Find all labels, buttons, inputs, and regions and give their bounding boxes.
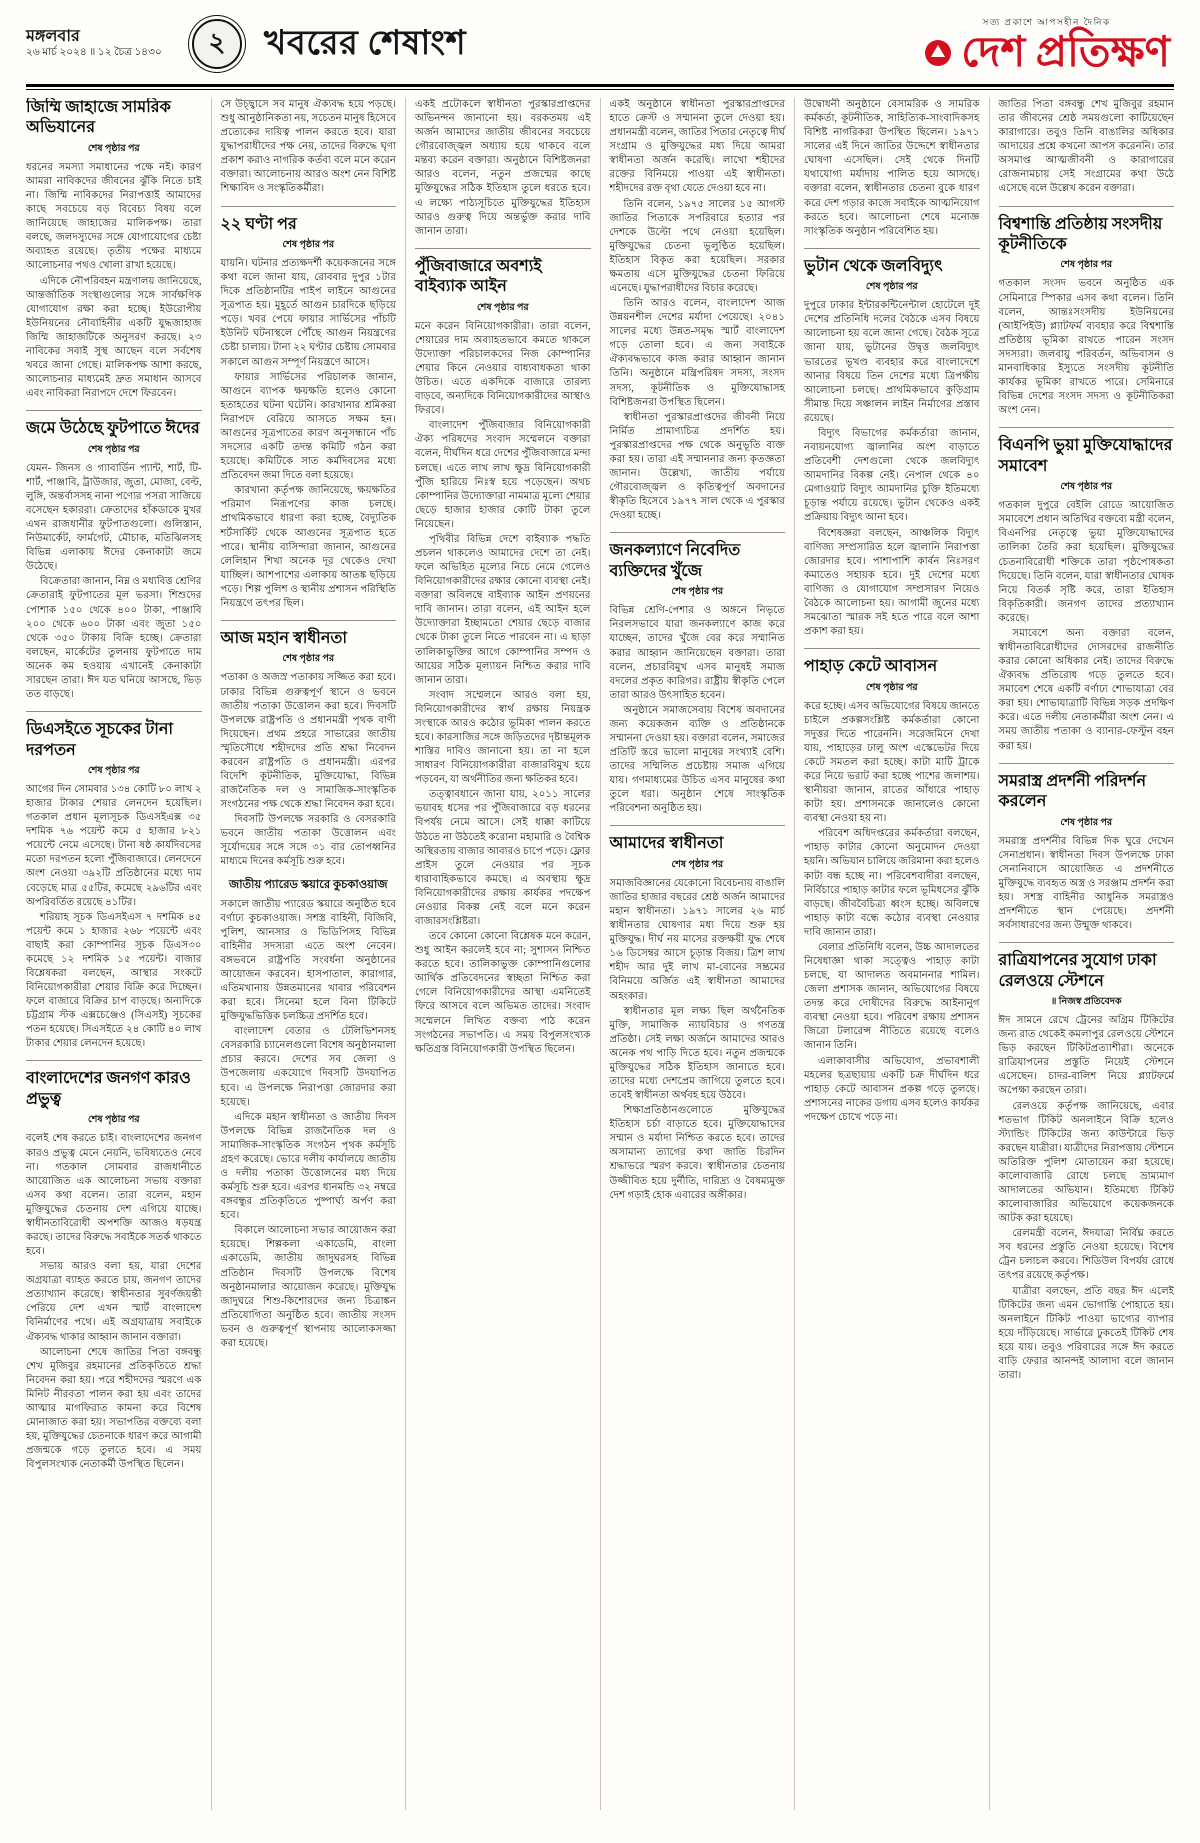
article [221,98,397,197]
article [804,648,980,1125]
article [221,206,397,611]
body-paragraph: বিক্রেতারা জানান, নিম্ন ও মধ্যবিত্ত শ্রেণির ক্রেতারাই ফুটপাতের মূল ভরসা। শিশুদের পোশাক ১৫০ থেকে ৪০০ টাকা, পাঞ্জাবি ২০০ থেকে ৬০০ টাকা এবং জুতা ১৫০ থেকে ৩৫০ টাকায় বিক্রি হচ্ছে। ক্রেতারা বলছেন, মার্কেটের তুলনায় ফুটপাতে দাম অনেক কম হওয়ায় এখানেই কেনাকাটা সারছেন তারা। ঈদ যত ঘনিয়ে আসছে, ভিড় তত বাড়ছে। [26,576,202,700]
body-paragraph: একই অনুষ্ঠানে স্বাধীনতা পুরস্কারপ্রাপ্তদের হাতে ক্রেস্ট ও সম্মাননা তুলে দেওয়া হয়। প্রধানমন্ত্রী বলেন, জাতির পিতার নেতৃত্বে দীর্ঘ সংগ্রাম ও মুক্তিযুদ্ধের মধ্য দিয়ে আমরা স্বাধীনতা অর্জন করেছি। লাখো শহীদের রক্তের বিনিময়ে পাওয়া এই স্বাধীনতা। শহীদদের রক্ত বৃথা যেতে দেওয়া হবে না। [609,99,785,195]
body-paragraph: উদ্বোধনী অনুষ্ঠানে বেসামরিক ও সামরিক কর্মকর্তা, কূটনীতিক, সাহিত্যিক-সাংবাদিকসহ বিশিষ্ট নাগরিকরা উপস্থিত ছিলেন। ১৯৭১ সালের এই দিনে জাতির উদ্দেশে স্বাধীনতার ঘোষণা এসেছিল। সেই থেকে দিনটি যথাযোগ্য মর্যাদায় পালিত হয়ে আসছে। বক্তারা বলেন, স্বাধীনতার চেতনা বুকে ধারণ করে দেশ গড়ার কাজে সবাইকে আত্মনিয়োগ করতে হবে। আলোচনা শেষে মনোজ্ঞ সাংস্কৃতিক অনুষ্ঠান পরিবেশিত হয়। [804,99,980,237]
body-paragraph: শিক্ষাপ্রতিষ্ঠানগুলোতে মুক্তিযুদ্ধের ইতিহাস চর্চা বাড়াতে হবে। মুক্তিযোদ্ধাদের সম্মান ও মর্যাদা নিশ্চিত করতে হবে। তাদের অসামান্য ত্যাগের কথা জাতি চিরদিন শ্রদ্ধাভরে স্মরণ করবে। স্বাধীনতার চেতনায় উজ্জীবিত হয়ে দুর্নীতি, দারিদ্র্য ও বৈষম্যমুক্ত দেশ গড়াই হোক এবারের অঙ্গীকার। [609,1105,785,1201]
body-paragraph: বলেই শেষ করতে চাই। বাংলাদেশের জনগণ কারও প্রভুত্ব মেনে নেয়নি, ভবিষ্যতেও নেবে না। গতকাল সোমবার রাজধানীতে আয়োজিত এক আলোচনা সভায় বক্তারা এসব কথা বলেন। তারা বলেন, মহান মুক্তিযুদ্ধের চেতনায় দেশ এগিয়ে যাচ্ছে। স্বাধীনতাবিরোধী অপশক্তি আজও ষড়যন্ত্র করছে। তাদের বিরুদ্ধে সবাইকে সতর্ক থাকতে হবে। [26,1133,202,1258]
date-line: ২৬ মার্চ ২০২৪ ॥ ১২ চৈত্র ১৪৩০ [26,46,162,58]
article [610,532,786,816]
article-headline: ২২ ঘণ্টা পর [220,215,297,233]
article [26,98,202,401]
body-paragraph: মনে করেন বিনিয়োগকারীরা। তারা বলেন, শেয়ারের দাম অব্যাহতভাবে কমতে থাকলে উদ্যোক্তা পরিচালকদের নিজ কোম্পানির শেয়ার কিনে নেওয়ার বাধ্যবাধকতা থাকা উচিত। এতে একদিকে বাজারে তারল্য বাড়বে, অন্যদিকে বিনিয়োগকারীদের আস্থাও ফিরবে। [415,320,591,417]
page-number-badge [192,19,242,69]
article [415,98,591,239]
article-columns [26,98,1174,1810]
body-paragraph: এলাকাবাসীর অভিযোগ, প্রভাবশালী মহলের ছত্রছায়ায় একটি চক্র দীর্ঘদিন ধরে পাহাড় কেটে আবাসন প্রকল্প গড়ে তুলছে। প্রশাসনের নাকের ডগায় এসব হলেও কার্যকর পদক্ষেপ চোখে পড়ে না। [804,1055,980,1123]
body-paragraph: বেলার প্রতিনিধি বলেন, উচ্চ আদালতের নিষেধাজ্ঞা থাকা সত্ত্বেও পাহাড় কাটা চলছে, যা আদালত অবমাননার শামিল। জেলা প্রশাসক জানান, অভিযোগের বিষয়ে তদন্ত করে দোষীদের বিরুদ্ধে আইনানুগ ব্যবস্থা নেওয়া হবে। পরিবেশ রক্ষায় প্রশাসন জিরো টলারেন্স নীতিতে রয়েছে বলেও জানান তিনি। [804,941,980,1052]
article [221,620,397,1351]
article-headline: জনকল্যাণে নিবেদিত ব্যক্তিদের খুঁজে [609,542,741,580]
column-3 [405,98,600,1810]
page-number: ২ [208,28,226,57]
article [999,763,1175,933]
continued-from-label: শেষ পৃষ্ঠার পর [282,240,335,251]
article [999,942,1175,1383]
article-headline: জমে উঠেছে ফুটপাতে ঈদের [26,420,200,438]
body-paragraph: অনুষ্ঠানে সমাজসেবায় বিশেষ অবদানের জন্য কয়েকজন ব্যক্তি ও প্রতিষ্ঠানকে সম্মাননা দেওয়া হয়। বক্তারা বলেন, সমাজের প্রতিটি স্তরে ভালো মানুষের সংখ্যাই বেশি। তাদের সম্মিলিত প্রচেষ্টায় সমাজ এগিয়ে যায়। গণমাধ্যমের উচিত এসব মানুষের কথা তুলে ধরা। অনুষ্ঠান শেষে সাংস্কৃতিক পরিবেশনা অনুষ্ঠিত হয়। [609,704,785,815]
article [610,825,786,1202]
article-headline: রাত্রিযাপনের সুযোগ ঢাকা রেলওয়ে স্টেশনে [998,952,1157,990]
continued-from-label: শেষ পৃষ্ঠার পর [87,766,140,776]
header-rule [26,84,1174,90]
continued-from-label: শেষ পৃষ্ঠার পর [671,587,724,598]
article [26,711,202,1051]
body-paragraph: যায়নি। ঘটনার প্রত্যক্ষদর্শী কয়েকজনের সঙ্গে কথা বলে জানা যায়, রোববার দুপুর ১টার দিকে প্রতিষ্ঠানটির পাইপ লাইনে আগুনের সূত্রপাত হয়। মুহূর্তে আগুন চারদিকে ছড়িয়ে পড়ে। খবর পেয়ে ফায়ার সার্ভিসের পাঁচটি ইউনিট ঘটনাস্থলে পৌঁছে আগুন নিয়ন্ত্রণের চেষ্টা চালায়। টানা ২২ ঘণ্টার চেষ্টায় সোমবার সকালে আগুন সম্পূর্ণ নিয়ন্ত্রণে আসে। [220,258,396,368]
body-paragraph: সমাজবিজ্ঞানের যেকোনো বিবেচনায় বাঙালি জাতির হাজার বছরের শ্রেষ্ঠ অর্জন আমাদের মহান স্বাধীনতা। ১৯৭১ সালের ২৬ মার্চ স্বাধীনতার ঘোষণার মধ্য দিয়ে শুরু হয় মুক্তিযুদ্ধ। দীর্ঘ নয় মাসের রক্তক্ষয়ী যুদ্ধ শেষে ১৬ ডিসেম্বর আসে চূড়ান্ত বিজয়। ত্রিশ লাখ শহীদ আর দুই লাখ মা-বোনের সম্ভ্রমের বিনিময়ে অর্জিত এই স্বাধীনতা আমাদের অহংকার। [609,877,785,1002]
continued-from-label: শেষ পৃষ্ঠার পর [1060,817,1113,828]
date-block [26,28,176,59]
body-paragraph: তবে কোনো কোনো বিশ্লেষক মনে করেন, শুধু আইন করলেই হবে না; সুশাসন নিশ্চিত করতে হবে। তালিকাভুক্ত কোম্পানিগুলোর আর্থিক প্রতিবেদনের স্বচ্ছতা নিশ্চিত করা গেলে বিনিয়োগকারীদের আস্থা এমনিতেই ফিরে আসবে বলে অভিমত তাদের। সংবাদ সম্মেলনে লিখিত বক্তব্য পাঠ করেন সংগঠনের সভাপতি। এ সময় বিপুলসংখ্যক ক্ষতিগ্রস্ত বিনিয়োগকারী উপস্থিত ছিলেন। [415,931,591,1055]
continued-from-label: শেষ পৃষ্ঠার পর [87,444,140,455]
article [26,1060,202,1472]
article [26,410,202,702]
article-headline: ডিএসইতে সূচকের টানা দরপতন [26,721,174,759]
byline: ॥ নিজস্ব প্রতিবেদক [1051,997,1122,1008]
article-headline: বাংলাদেশের জনগণ কারও প্রভুত্ব [26,1070,191,1108]
body-paragraph: পতাকা ও অজস্র পতাকায় সজ্জিত করা হবে। ঢাকার বিভিন্ন গুরুত্বপূর্ণ স্থানে ও ভবনে জাতীয় পতাকা উত্তোলন করা হবে। দিবসটি উপলক্ষে রাষ্ট্রপতি ও প্রধানমন্ত্রী পৃথক বাণী দিয়েছেন। প্রথম প্রহরে সাভারের জাতীয় স্মৃতিসৌধে শহীদদের প্রতি শ্রদ্ধা নিবেদন করবেন রাষ্ট্রপতি ও প্রধানমন্ত্রী। এরপর বিদেশি কূটনীতিক, মুক্তিযোদ্ধা, বিভিন্ন রাজনৈতিক দল ও সামাজিক-সাংস্কৃতিক সংগঠনের পক্ষ থেকে শ্রদ্ধা নিবেদন করা হবে। [220,672,396,811]
body-paragraph: করে হচ্ছে। এসব অভিযোগের বিষয়ে জানতে চাইলে প্রকল্পসংশ্লিষ্ট কর্মকর্তারা কোনো সদুত্তর দিতে পারেননি। সরেজমিনে দেখা যায়, পাহাড়ের ঢালু অংশ এস্কেভেটর দিয়ে কেটে সমতল করা হচ্ছে। কাটা মাটি ট্রাকে করে নিয়ে ভরাট করা হচ্ছে পাশের জলাশয়। স্থানীয়রা জানান, রাতের আঁধারে পাহাড় কাটা হয়। প্রশাসনকে জানালেও কোনো ব্যবস্থা নেওয়া হয় না। [804,700,980,825]
body-paragraph: কারখানা কর্তৃপক্ষ জানিয়েছে, ক্ষয়ক্ষতির পরিমাণ নিরূপণের কাজ চলছে। প্রাথমিকভাবে ধারণা করা হচ্ছে, বৈদ্যুতিক শর্টসার্কিট থেকে আগুনের সূত্রপাত হতে পারে। স্থানীয় বাসিন্দারা জানান, আগুনের লেলিহান শিখা অনেক দূর থেকেও দেখা যাচ্ছিল। আশপাশের এলাকায় আতঙ্ক ছড়িয়ে পড়ে। শিল্প পুলিশ ও স্থানীয় প্রশাসন পরিস্থিতি নিয়ন্ত্রণে তৎপর ছিল। [220,485,396,609]
article-headline: আজ মহান স্বাধীনতা [220,629,348,647]
body-paragraph: যেমন- জিনস ও গ্যাবার্ডিন প্যান্ট, শার্ট, টি-শার্ট, পাঞ্জাবি, ট্রাউজার, জুতা, মোজা, বেল্ট, লুঙ্গি, অন্তর্বাসসহ নানা পণ্যের পসরা সাজিয়ে বসেছেন হকাররা। ক্রেতাদের হাঁকডাকে মুখর এখন রাজধানীর ফুটপাতগুলো। গুলিস্তান, নিউমার্কেট, ফার্মগেট, মৌচাক, মতিঝিলসহ বিভিন্ন এলাকায় ঈদের কেনাকাটা জমে উঠেছে। [26,462,202,573]
continued-from-label: শেষ পৃষ্ঠার পর [282,654,335,665]
body-paragraph: বাংলাদেশ পুঁজিবাজার বিনিয়োগকারী ঐক্য পরিষদের সংবাদ সম্মেলনে বক্তারা বলেন, দীর্ঘদিন ধরে দেশের পুঁজিবাজারে মন্দা চলছে। এতে লাখ লাখ ক্ষুদ্র বিনিয়োগকারী পুঁজি হারিয়ে নিঃস্ব হয়ে পড়েছেন। অথচ কোম্পানির উদ্যোক্তারা নামমাত্র মূল্যে শেয়ার ছেড়ে হাজার হাজার কোটি টাকা তুলে নিয়েছেন। [415,420,591,530]
body-paragraph: সমরাস্ত্র প্রদর্শনীর বিভিন্ন দিক ঘুরে দেখেন সেনাপ্রধান। স্বাধীনতা দিবস উপলক্ষে ঢাকা সেনানিবাসে আয়োজিত এ প্রদর্শনীতে মুক্তিযুদ্ধে ব্যবহৃত অস্ত্র ও সরঞ্জাম প্রদর্শন করা হয়। সশস্ত্র বাহিনীর আধুনিক সমরাস্ত্রও প্রদর্শনীতে স্থান পেয়েছে। প্রদর্শনী সর্বসাধারণের জন্য উন্মুক্ত থাকবে। [998,835,1174,932]
page-header [26,8,1174,80]
body-paragraph: যাত্রীরা বলছেন, প্রতি বছর ঈদ এলেই টিকিটের জন্য এমন ভোগান্তি পোহাতে হয়। অনলাইনে টিকিট পাওয়া ভাগ্যের ব্যাপার হয়ে দাঁড়িয়েছে। সার্ভারে ঢুকতেই টিকিট শেষ হয়ে যায়। তবুও পরিবারের সঙ্গে ঈদ করতে বাড়ি ফেরার আনন্দই আলাদা বলে জানান তারা। [998,1285,1174,1381]
article-headline: ভুটান থেকে জলবিদ্যুৎ [804,257,943,275]
continued-from-label: শেষ পৃষ্ঠার পর [87,1115,140,1126]
body-paragraph: পরিবেশ অধিদপ্তরের কর্মকর্তারা বলছেন, পাহাড় কাটার কোনো অনুমোদন দেওয়া হয়নি। অভিযান চালিয়ে জরিমানা করা হলেও কাটা বন্ধ হচ্ছে না। পরিবেশবাদীরা বলছেন, নির্বিচারে পাহাড় কাটার ফলে ভূমিধসের ঝুঁকি বাড়ছে। জীববৈচিত্র্য ধ্বংস হচ্ছে। অবিলম্বে পাহাড় কাটা বন্ধে কঠোর ব্যবস্থা নেওয়ার দাবি জানান তারা। [804,828,980,938]
body-paragraph: সভায় আরও বলা হয়, যারা দেশের অগ্রযাত্রা ব্যাহত করতে চায়, জনগণ তাদের প্রত্যাখ্যান করেছে। স্বাধীনতার সুবর্ণজয়ন্তী পেরিয়ে দেশ এখন স্মার্ট বাংলাদেশ বিনির্মাণের পথে। এই অগ্রযাত্রায় সবাইকে ঐক্যবদ্ধ থাকার আহ্বান জানান বক্তারা। [26,1261,202,1343]
body-paragraph: ফায়ার সার্ভিসের পরিচালক জানান, আগুনে ব্যাপক ক্ষয়ক্ষতি হলেও কোনো হতাহতের ঘটনা ঘটেনি। কারখানার শ্রমিকরা নিরাপদে বেরিয়ে আসতে সক্ষম হন। আগুনের সূত্রপাতের কারণ অনুসন্ধানে পাঁচ সদস্যের একটি তদন্ত কমিটি গঠন করা হয়েছে। কমিটিকে সাত কর্মদিবসের মধ্যে প্রতিবেদন জমা দিতে বলা হয়েছে। [220,371,396,482]
article [804,248,980,639]
body-paragraph: শরিয়াহ সূচক ডিএসইএস ৭ দশমিক ৪৫ পয়েন্ট কমে ১ হাজার ২৬৮ পয়েন্টে এবং বাছাই করা কোম্পানির সূচক ডিএস৩০ কমেছে ১২ দশমিক ১৫ পয়েন্ট। বাজার বিশ্লেষকরা বলছেন, আস্থার সংকটে বিনিয়োগকারীরা শেয়ার বিক্রি করে দিচ্ছেন। ফলে বাজারে বিক্রির চাপ বাড়ছে। অন্যদিকে চট্টগ্রাম স্টক এক্সচেঞ্জেও (সিএসই) সূচকের পতন হয়েছে। সিএসইতে ২৪ কোটি ৪০ লাখ টাকার শেয়ার লেনদেন হয়েছে। [26,911,202,1050]
body-paragraph: তিনি বলেন, ১৯৭৫ সালের ১৫ আগস্ট জাতির পিতাকে সপরিবারে হত্যার পর দেশকে উল্টো পথে নেওয়া হয়েছিল। মুক্তিযুদ্ধের চেতনা ভূলুণ্ঠিত হয়েছিল। ইতিহাস বিকৃত করা হয়েছিল। সরকার ক্ষমতায় এসে মুক্তিযুদ্ধের চেতনা ফিরিয়ে এনেছে। যুদ্ধাপরাধীদের বিচার করেছে। [609,198,785,295]
column-6 [989,98,1175,1810]
article-headline: পুঁজিবাজারে অবশ্যই বাইব্যাক আইন [415,257,542,296]
continued-from-label: শেষ পৃষ্ঠার পর [1060,260,1113,271]
continued-from-label: শেষ পৃষ্ঠার পর [1060,482,1113,493]
article-headline: সমরাস্ত্র প্রদর্শনী পরিদর্শন করলেন [998,772,1147,811]
article-headline: জিম্মি জাহাজে সামরিক অভিযানের [26,99,171,137]
article [999,206,1175,419]
column-5 [794,98,989,1810]
masthead-logo-icon [923,38,953,68]
body-paragraph: সকালে জাতীয় প্যারেড স্কয়ারে অনুষ্ঠিত হবে বর্ণাঢ্য কুচকাওয়াজ। সশস্ত্র বাহিনী, বিজিবি, পুলিশ, আনসার ও ভিডিপিসহ বিভিন্ন বাহিনীর সদস্যরা এতে অংশ নেবেন। বঙ্গভবনে রাষ্ট্রপতি সংবর্ধনা অনুষ্ঠানের আয়োজন করবেন। হাসপাতাল, কারাগার, এতিমখানায় উন্নতমানের খাবার পরিবেশন করা হবে। সিনেমা হলে বিনা টিকিটে মুক্তিযুদ্ধভিত্তিক চলচ্চিত্র প্রদর্শিত হবে। [220,898,396,1023]
body-paragraph: সে উচ্ছ্বাসে সব মানুষ ঐক্যবদ্ধ হয়ে পড়ছে। শুধু আনুষ্ঠানিকতা নয়, সচেতন মানুষ হিসেবে প্রত্যেকের দায়িত্ব পালন করতে হবে। যারা যুদ্ধাপরাধীদের পক্ষ নেয়, তাদের বিরুদ্ধে ঘৃণা প্রকাশ করাও নাগরিক কর্তব্য বলে মনে করেন বক্তারা। আলোচনায় আরও অংশ নেন বিশিষ্ট শিক্ষাবিদ ও সংস্কৃতিকর্মীরা। [220,99,396,195]
body-paragraph: বিভিন্ন শ্রেণি-পেশার ও অঙ্গনে নিভৃতে নিরলসভাবে যারা জনকল্যাণে কাজ করে যাচ্ছেন, তাদের খুঁজে বের করে সম্মানিত করার আহ্বান জানিয়েছেন বক্তারা। তারা বলেন, প্রচারবিমুখ এসব মানুষই সমাজ বদলের প্রকৃত কারিগর। রাষ্ট্রীয় স্বীকৃতি পেলে তারা আরও উৎসাহিত হবেন। [609,605,785,701]
body-paragraph: গতকাল সংসদ ভবনে অনুষ্ঠিত এক সেমিনারে স্পিকার এসব কথা বলেন। তিনি বলেন, আন্তঃসংসদীয় ইউনিয়নের (আইপিইউ) প্ল্যাটফর্ম ব্যবহার করে বিশ্বশান্তি প্রতিষ্ঠায় ভূমিকা রাখতে পারেন সংসদ সদস্যরা। জলবায়ু পরিবর্তন, অভিবাসন ও মানবাধিকার ইস্যুতে সংসদীয় কূটনীতি কার্যকর ভূমিকা রাখতে পারে। সেমিনারে বিভিন্ন দেশের সংসদ সদস্য ও কূটনীতিকরা অংশ নেন। [998,278,1174,417]
body-paragraph: দুপুরে ঢাকার ইন্টারকন্টিনেন্টাল হোটেলে দুই দেশের প্রতিনিধি দলের বৈঠকে এসব বিষয়ে আলোচনা হয় বলে জানা গেছে। বৈঠক সূত্রে জানা যায়, ভুটানের উদ্বৃত্ত জলবিদ্যুৎ ভারতের ভূখণ্ড ব্যবহার করে বাংলাদেশে আনার বিষয়ে তিন দেশের মধ্যে ত্রিপক্ষীয় আলোচনা চলছে। প্রাথমিকভাবে কুড়িগ্রাম সীমান্ত দিয়ে সঞ্চালন লাইন নির্মাণের প্রস্তাব রয়েছে। [804,300,980,424]
body-paragraph: এদিকে মহান স্বাধীনতা ও জাতীয় দিবস উপলক্ষে বিভিন্ন রাজনৈতিক দল ও সামাজিক-সাংস্কৃতিক সংগঠন পৃথক কর্মসূচি গ্রহণ করেছে। ভোরে দলীয় কার্যালয়ে জাতীয় ও দলীয় পতাকা উত্তোলনের মধ্য দিয়ে কর্মসূচি শুরু হবে। এরপর ধানমন্ডি ৩২ নম্বরে বঙ্গবন্ধুর প্রতিকৃতিতে পুষ্পার্ঘ্য অর্পণ করা হবে। [220,1111,396,1222]
continued-from-label: শেষ পৃষ্ঠার পর [671,859,724,870]
body-paragraph: ঈদ সামনে রেখে ট্রেনের অগ্রিম টিকিটের জন্য রাত থেকেই কমলাপুর রেলওয়ে স্টেশনে ভিড় করছেন টিকিটপ্রত্যাশীরা। অনেকে রাত্রিযাপনের প্রস্তুতি নিয়েই স্টেশনে এসেছেন। চাদর-বালিশ নিয়ে প্ল্যাটফর্মে অপেক্ষা করছেন তারা। [998,1015,1174,1097]
body-paragraph: এদিকে নৌপরিবহন মন্ত্রণালয় জানিয়েছে, আন্তর্জাতিক সংস্থাগুলোর সঙ্গে সার্বক্ষণিক যোগাযোগ রক্ষা করা হচ্ছে। ইউরোপীয় ইউনিয়নের নৌবাহিনীর একটি যুদ্ধজাহাজ জিম্মি জাহাজটিকে অনুসরণ করছে। ২৩ নাবিকের সবাই সুস্থ আছেন বলে সর্বশেষ খবরে জানা গেছে। মালিকপক্ষ আশা করছে, আলোচনার মাধ্যমেই দ্রুত সমাধান আসবে এবং নাবিকরা নিরাপদে দেশে ফিরবেন। [26,275,202,400]
column-2 [211,98,406,1810]
newspaper-name: দেশ প্রতিক্ষণ [961,29,1170,76]
body-paragraph: ধরনের সমস্যা সমাধানের পক্ষে নই। কারণ আমরা নাবিকদের জীবনের ঝুঁকি নিতে চাই না। জিম্মি নাবিকদের নিরাপত্তাই আমাদের কাছে সবচেয়ে বড় বিবেচ্য বিষয় বলে জানিয়েছে জাহাজের মালিকপক্ষ। তারা বলছে, জলদস্যুদের সঙ্গে যোগাযোগের চেষ্টা অব্যাহত রয়েছে। তৃতীয় পক্ষের মাধ্যমে আলোচনার পথও খোলা রাখা হয়েছে। [26,161,202,272]
continued-from-label: শেষ পৃষ্ঠার পর [865,282,918,293]
article [415,248,591,1057]
body-paragraph: স্বাধীনতার মূল লক্ষ্য ছিল অর্থনৈতিক মুক্তি, সামাজিক ন্যায়বিচার ও গণতন্ত্র প্রতিষ্ঠা। সেই লক্ষ্য অর্জনে আমাদের আরও অনেক পথ পাড়ি দিতে হবে। নতুন প্রজন্মকে মুক্তিযুদ্ধের সঠিক ইতিহাস জানাতে হবে। তাদের মধ্যে দেশপ্রেম জাগিয়ে তুলতে হবে। তবেই স্বাধীনতা অর্থবহ হয়ে উঠবে। [609,1005,785,1102]
body-paragraph: স্বাধীনতা পুরস্কারপ্রাপ্তদের জীবনী নিয়ে নির্মিত প্রামাণ্যচিত্র প্রদর্শিত হয়। পুরস্কারপ্রাপ্তদের পক্ষ থেকে অনুভূতি ব্যক্ত করা হয়। তারা এই সম্মাননার জন্য কৃতজ্ঞতা জানান। উল্লেখ্য, জাতীয় পর্যায়ে গৌরবোজ্জ্বল ও কৃতিত্বপূর্ণ অবদানের স্বীকৃতি হিসেবে ১৯৭৭ সাল থেকে এ পুরস্কার দেওয়া হচ্ছে। [609,411,785,522]
article [999,427,1175,753]
day-name: মঙ্গলবার [26,28,80,46]
article-subhead: জাতীয় প্যারেড স্কয়ারে কুচকাওয়াজ [228,878,388,891]
masthead-tagline: সত্য প্রকাশে আপসহীন দৈনিক [982,16,1111,27]
body-paragraph: বিশেষজ্ঞরা বলছেন, আঞ্চলিক বিদ্যুৎ বাণিজ্য সম্প্রসারিত হলে জ্বালানি নিরাপত্তা জোরদার হবে। পাশাপাশি কার্বন নিঃসরণ কমাতেও সহায়ক হবে। দুই দেশের মধ্যে বাণিজ্য ও যোগাযোগ সম্প্রসারণ নিয়েও বৈঠকে আলোচনা হয়। আগামী জুনের মধ্যে সমঝোতা স্মারক সই হতে পারে বলে আশা প্রকাশ করা হয়। [804,527,980,638]
article [610,98,786,523]
body-paragraph: রেলমন্ত্রী বলেন, ঈদযাত্রা নির্বিঘ্ন করতে সব ধরনের প্রস্তুতি নেওয়া হয়েছে। বিশেষ ট্রেন চলাচল করবে। শিডিউল বিপর্যয় রোধে তৎপর রয়েছে কর্তৃপক্ষ। [998,1228,1174,1282]
article-headline: পাহাড় কেটে আবাসন [804,658,938,676]
article-headline: বিএনপি ভুয়া মুক্তিযোদ্ধাদের সমাবেশ [998,437,1173,475]
body-paragraph: আগের দিন সোমবার ১৩৪ কোটি ৮০ লাখ ২ হাজার টাকার শেয়ার লেনদেন হয়েছিল। গতকাল প্রধান মূল্যসূচক ডিএসইএক্স ৩৫ দশমিক ৭৬ পয়েন্ট কমে ৫ হাজার ৮২১ পয়েন্টে নেমে এসেছে। টানা ষষ্ঠ কার্যদিবসের মতো দরপতন হলো পুঁজিবাজারে। লেনদেনে অংশ নেওয়া ৩৯২টি প্রতিষ্ঠানের মধ্যে দাম বেড়েছে মাত্র ৫৫টির, কমেছে ২৯৬টির এবং অপরিবর্তিত রয়েছে ৪১টির। [26,784,202,908]
section-title: খবরের শেষাংশ [264,25,467,62]
article-headline: আমাদের স্বাধীনতা [609,835,724,853]
body-paragraph: জাতির পিতা বঙ্গবন্ধু শেখ মুজিবুর রহমান তার জীবনের শ্রেষ্ঠ সময়গুলো কাটিয়েছেন কারাগারে। তবুও তিনি বাঙালির অধিকার আদায়ের প্রশ্নে কখনো আপস করেননি। তার অসমাপ্ত আত্মজীবনী ও কারাগারের রোজনামচায় সেই সংগ্রামের কথা উঠে এসেছে বলে উল্লেখ করেন বক্তারা। [998,99,1174,195]
article [804,98,980,239]
continued-from-label: শেষ পৃষ্ঠার পর [865,682,918,693]
body-paragraph: পৃথিবীর বিভিন্ন দেশে বাইব্যাক পদ্ধতি প্রচলন থাকলেও আমাদের দেশে তা নেই। ফলে অভিহিত মূল্যের নিচে নেমে গেলেও বিনিয়োগকারীদের রক্ষার কোনো ব্যবস্থা নেই। বক্তারা অবিলম্বে বাইব্যাক আইন প্রণয়নের দাবি জানান। তারা বলেন, এই আইন হলে উদ্যোক্তারা ইচ্ছামতো শেয়ার ছেড়ে বাজার থেকে টাকা তুলে নিতে পারবেন না। এ ছাড়া তালিকাভুক্তির আগে কোম্পানির সম্পদ ও আয়ের সঠিক মূল্যায়ন নিশ্চিত করার দাবি জানান তারা। [415,533,591,686]
body-paragraph: দিবসটি উপলক্ষে সরকারি ও বেসরকারি ভবনে জাতীয় পতাকা উত্তোলন এবং সূর্যোদয়ের সঙ্গে সঙ্গে ৩১ বার তোপধ্বনির মাধ্যমে দিনের কর্মসূচি শুরু হবে। [220,814,396,868]
article-headline: বিশ্বশান্তি প্রতিষ্ঠায় সংসদীয় কূটনীতিকে [998,215,1163,254]
continued-from-label: শেষ পৃষ্ঠার পর [87,143,140,154]
body-paragraph: আলোচনা শেষে জাতির পিতা বঙ্গবন্ধু শেখ মুজিবুর রহমানের প্রতিকৃতিতে শ্রদ্ধা নিবেদন করা হয়। পরে শহীদদের স্মরণে এক মিনিট নীরবতা পালন করা হয় এবং তাদের আত্মার মাগফিরাত কামনা করে বিশেষ মোনাজাত করা হয়। সভাপতির বক্তব্যে বলা হয়, মুক্তিযুদ্ধের চেতনাকে ধারণ করে আগামী প্রজন্মকে গড়ে তুলতে হবে। এ সময় বিপুলসংখ্যক নেতাকর্মী উপস্থিত ছিলেন। [26,1346,202,1471]
body-paragraph: সমাবেশে অন্য বক্তারা বলেন, স্বাধীনতাবিরোধীদের দোসরদের রাজনীতি করার কোনো অধিকার নেই। তাদের বিরুদ্ধে ঐক্যবদ্ধ প্রতিরোধ গড়ে তুলতে হবে। সমাবেশ শেষে একটি বর্ণাঢ্য শোভাযাত্রা বের করা হয়। শোভাযাত্রাটি বিভিন্ন সড়ক প্রদক্ষিণ করে। এতে দলীয় নেতাকর্মীরা অংশ নেন। এ সময় জাতীয় পতাকা ও ব্যানার-ফেস্টুন বহন করা হয়। [998,627,1174,752]
body-paragraph: তিনি আরও বলেন, বাংলাদেশ আজ উন্নয়নশীল দেশের মর্যাদা পেয়েছে। ২০৪১ সালের মধ্যে উন্নত-সমৃদ্ধ স্মার্ট বাংলাদেশ গড়ে তোলা হবে। এ জন্য সবাইকে ঐক্যবদ্ধভাবে কাজ করার আহ্বান জানান তিনি। অনুষ্ঠানে মন্ত্রিপরিষদ সদস্য, সংসদ সদস্য, কূটনীতিক ও মুক্তিযোদ্ধাসহ বিশিষ্টজনরা উপস্থিত ছিলেন। [609,298,785,408]
article [999,98,1175,197]
body-paragraph: গতকাল দুপুরে বেইলি রোডে আয়োজিত সমাবেশে প্রধান অতিথির বক্তব্যে মন্ত্রী বলেন, বিএনপির নেতৃত্বে ভুয়া মুক্তিযোদ্ধাদের তালিকা তৈরি করা হয়েছিল। মুক্তিযুদ্ধের চেতনাবিরোধী শক্তিকে তারা পৃষ্ঠপোষকতা দিয়েছে। তিনি বলেন, যারা স্বাধীনতার ঘোষক নিয়ে বিতর্ক সৃষ্টি করে, তারা ইতিহাস বিকৃতিকারী। জনগণ তাদের প্রত্যাখ্যান করেছে। [998,500,1174,624]
body-paragraph: সংবাদ সম্মেলনে আরও বলা হয়, বিনিয়োগকারীদের স্বার্থ রক্ষায় নিয়ন্ত্রক সংস্থাকে আরও কঠোর ভূমিকা পালন করতে হবে। কারসাজির সঙ্গে জড়িতদের দৃষ্টান্তমূলক শাস্তির দাবিও জানানো হয়। তা না হলে সাধারণ বিনিয়োগকারীরা বাজারবিমুখ হয়ে পড়বেন, যা অর্থনীতির জন্য ক্ষতিকর হবে। [415,689,591,786]
body-paragraph: বিকালে আলোচনা সভার আয়োজন করা হয়েছে। শিল্পকলা একাডেমি, বাংলা একাডেমি, জাতীয় জাদুঘরসহ বিভিন্ন প্রতিষ্ঠান দিবসটি উপলক্ষে বিশেষ অনুষ্ঠানমালার আয়োজন করেছে। মুক্তিযুদ্ধ জাদুঘরে শিশু-কিশোরদের জন্য চিত্রাঙ্কন প্রতিযোগিতা অনুষ্ঠিত হবে। জাতীয় সংসদ ভবন ও গুরুত্বপূর্ণ স্থাপনায় আলোকসজ্জা করা হয়েছে। [220,1225,396,1349]
body-paragraph: বিদ্যুৎ বিভাগের কর্মকর্তারা জানান, নবায়নযোগ্য জ্বালানির অংশ বাড়াতে প্রতিবেশী দেশগুলো থেকে জলবিদ্যুৎ আমদানির বিকল্প নেই। নেপাল থেকে ৪০ মেগাওয়াট বিদ্যুৎ আমদানির চুক্তি ইতিমধ্যে চূড়ান্ত পর্যায়ে রয়েছে। ভুটান থেকেও একই প্রক্রিয়ায় বিদ্যুৎ আনা হবে। [804,427,980,524]
body-paragraph: বাংলাদেশ বেতার ও টেলিভিশনসহ বেসরকারি চ্যানেলগুলো বিশেষ অনুষ্ঠানমালা প্রচার করবে। দেশের সব জেলা ও উপজেলায় একযোগে দিবসটি উদযাপিত হবে। এ উপলক্ষে নিরাপত্তা জোরদার করা হয়েছে। [220,1026,396,1108]
masthead [923,15,1174,74]
continued-from-label: শেষ পৃষ্ঠার পর [476,302,529,313]
column-4 [600,98,795,1810]
body-paragraph: তত্ত্বাবধানে জানা যায়, ২০১১ সালের ভয়াবহ ধসের পর পুঁজিবাজারে বড় ধরনের বিপর্যয় নেমে আসে। সেই ধাক্কা কাটিয়ে উঠতে না উঠতেই করোনা মহামারি ও বৈশ্বিক অস্থিরতায় বাজার আবারও চাপে পড়ে। ফ্লোর প্রাইস তুলে নেওয়ার পর সূচক ধারাবাহিকভাবে কমছে। এ অবস্থায় ক্ষুদ্র বিনিয়োগকারীদের রক্ষায় কার্যকর পদক্ষেপ নেওয়ার বিকল্প নেই বলে মনে করেন বাজারসংশ্লিষ্টরা। [415,789,591,927]
body-paragraph: একই প্রটোকলে স্বাধীনতা পুরস্কারপ্রাপ্তদের অভিনন্দন জানানো হয়। বরকতময় এই অর্জন আমাদের জাতীয় জীবনের সবচেয়ে গৌরবোজ্জ্বল অধ্যায় হয়ে থাকবে বলে মন্তব্য করেন বক্তারা। অনুষ্ঠানে বিশিষ্টজনরা আরও বলেন, নতুন প্রজন্মের কাছে মুক্তিযুদ্ধের সঠিক ইতিহাস তুলে ধরতে হবে। এ লক্ষ্যে পাঠ্যসূচিতে মুক্তিযুদ্ধের ইতিহাস আরও গুরুত্ব দিয়ে অন্তর্ভুক্ত করার দাবি জানান তারা। [415,99,591,237]
column-1 [26,98,211,1810]
body-paragraph: রেলওয়ে কর্তৃপক্ষ জানিয়েছে, এবার শতভাগ টিকিট অনলাইনে বিক্রি হলেও স্ট্যান্ডিং টিকিটের জন্য কাউন্টারে ভিড় করছেন যাত্রীরা। যাত্রীদের নিরাপত্তায় স্টেশনে অতিরিক্ত পুলিশ মোতায়েন করা হয়েছে। কালোবাজারি রোধে চলছে ভ্রাম্যমাণ আদালতের অভিযান। ইতিমধ্যে টিকিট কালোবাজারির অভিযোগে কয়েকজনকে আটক করা হয়েছে। [998,1100,1174,1225]
